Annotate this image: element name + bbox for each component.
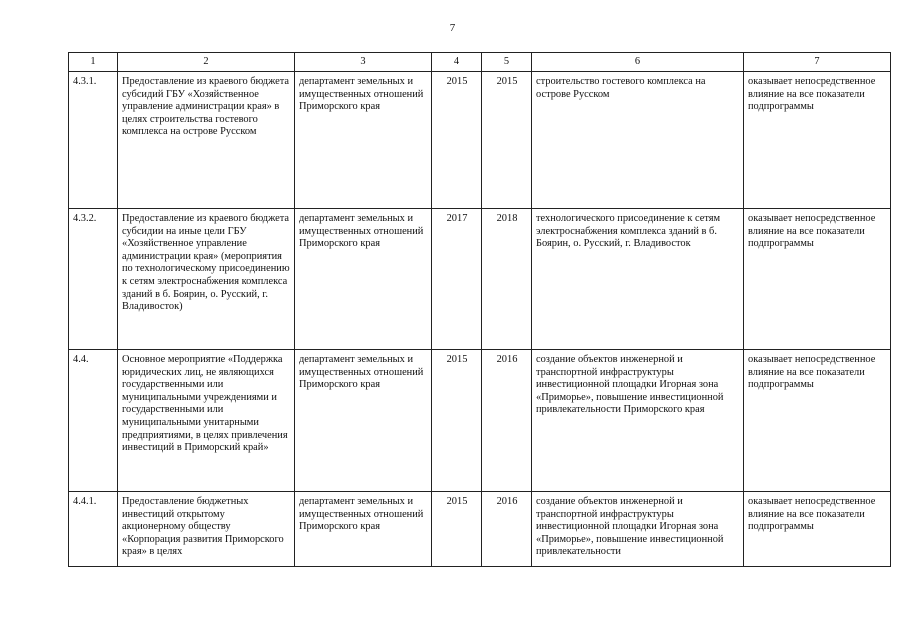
- header-col-4: 4: [432, 53, 482, 72]
- start-year: 2015: [432, 72, 482, 209]
- indicator-link: оказывает непосредственное влияние на все показатели подпрограммы: [744, 72, 891, 209]
- end-year: 2015: [482, 72, 532, 209]
- measure-name: Предоставление бюджетных инвестиций открытому акционерному обществу «Корпорация развития Приморского края» в целях: [122, 496, 284, 558]
- measure-name: Предоставление из краевого бюджета субсидий ГБУ «Хозяйственное управление администрации края» в целях строительства гостевого комплекса на острове Русском: [118, 72, 295, 209]
- responsible-executor: департамент земельных и имущественных отношений Приморского края: [295, 350, 432, 492]
- row-number: 4.3.2.: [69, 209, 118, 350]
- table-row: [69, 72, 891, 209]
- indicator-link: оказывает непосредственное влияние на все показатели подпрограммы: [744, 209, 891, 350]
- start-year: 2015: [432, 350, 482, 492]
- indicator-link: оказывает непосредственное влияние на все показатели подпрограммы: [744, 492, 891, 567]
- header-col-7: 7: [744, 53, 891, 72]
- expected-result: технологического присоединение к сетям электроснабжения комплекса зданий в б. Боярин, о. Русский, г. Владивосток: [532, 209, 744, 350]
- header-col-5: 5: [482, 53, 532, 72]
- row-number: 4.3.1.: [69, 72, 118, 209]
- table-row: [69, 209, 891, 350]
- measure-name: Основное мероприятие «Поддержка юридических лиц, не являющихся государственными или муниципальными учреждениями и государственными или муниципальными унитарными предприятиями, в целях привлечения инвестиций в Приморский край»: [118, 350, 295, 492]
- indicator-link: оказывает непосредственное влияние на все показатели подпрограммы: [744, 350, 891, 492]
- header-col-2: 2: [118, 53, 295, 72]
- responsible-executor: департамент земельных и имущественных отношений Приморского края: [295, 492, 432, 567]
- expected-result: строительство гостевого комплекса на острове Русском: [532, 72, 744, 209]
- measures-table: [68, 52, 891, 567]
- header-col-1: 1: [69, 53, 118, 72]
- expected-result-cell: [532, 492, 744, 567]
- page-number: 7: [449, 22, 456, 34]
- measure-name-cell: [118, 492, 295, 567]
- header-row: [69, 53, 891, 72]
- expected-result: создание объектов инженерной и транспортной инфраструктуры инвестиционной площадки Игорная зона «Приморье», повышение инвестиционной привлекательности: [536, 496, 724, 558]
- end-year: 2016: [482, 492, 532, 567]
- start-year: 2017: [432, 209, 482, 350]
- end-year: 2016: [482, 350, 532, 492]
- table-row: [69, 492, 891, 567]
- expected-result: создание объектов инженерной и транспортной инфраструктуры инвестиционной площадки Игорная зона «Приморье», повышение инвестиционной привлекательности Приморского края: [532, 350, 744, 492]
- header-col-3: 3: [295, 53, 432, 72]
- table-row: [69, 350, 891, 492]
- header-col-6: 6: [532, 53, 744, 72]
- end-year: 2018: [482, 209, 532, 350]
- responsible-executor: департамент земельных и имущественных отношений Приморского края: [295, 72, 432, 209]
- start-year: 2015: [432, 492, 482, 567]
- row-number: 4.4.: [69, 350, 118, 492]
- row-number: 4.4.1.: [69, 492, 118, 567]
- responsible-executor: департамент земельных и имущественных отношений Приморского края: [295, 209, 432, 350]
- measure-name: Предоставление из краевого бюджета субсидии на иные цели ГБУ «Хозяйственное управление администрации края» (мероприятия по технологическому присоединению к сетям электроснабжения комплекса зданий в б. Боярин, о. Русский, г. Владивосток): [118, 209, 295, 350]
